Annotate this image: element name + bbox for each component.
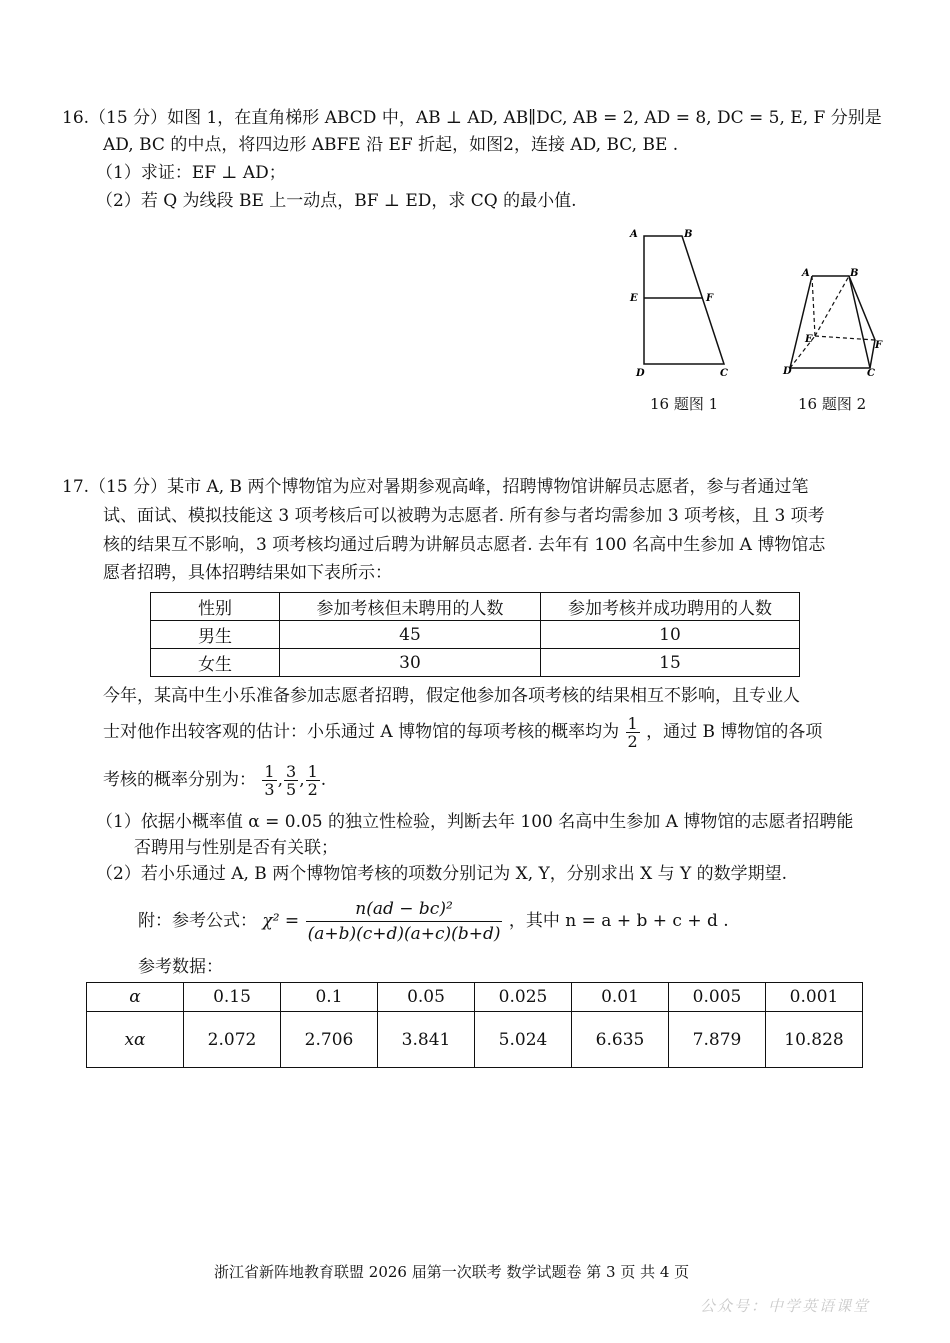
frac-den: 2 — [627, 732, 638, 751]
hidden-ef — [815, 336, 875, 340]
table-header: 参加考核但未聘用的人数 — [280, 593, 541, 621]
edge-bc — [849, 276, 870, 368]
fraction-prob-1 — [262, 763, 276, 798]
table-row — [151, 649, 800, 677]
frac-den: 3 — [264, 780, 275, 799]
alpha-label: α — [87, 983, 184, 1012]
x-alpha-cell: 7.879 — [669, 1012, 766, 1068]
label-c: C — [720, 368, 728, 379]
q17-para2 — [103, 712, 822, 752]
frac-num: 1 — [627, 714, 638, 733]
q17-sub2: （2）若小乐通过 A, B 两个博物馆考核的项数分别记为 X, Y，分别求出 X 与 Y 的数学期望. — [96, 864, 788, 884]
figure-1-caption: 16 题图 1 — [650, 395, 719, 413]
label-d2: D — [783, 366, 792, 377]
chi-square-ref-table — [86, 982, 863, 1068]
table-cell: 15 — [541, 649, 800, 677]
table-cell: 男生 — [151, 621, 280, 649]
formula-suffix: ，其中 n = a + b + c + d . — [508, 911, 729, 931]
q17-line3: 核的结果互不影响，3 项考核均通过后聘为讲解员志愿者. 去年有 100 名高中生参加 A 博物馆志 — [103, 535, 826, 555]
frac-num: 1 — [264, 762, 275, 781]
page-footer: 浙江省新阵地教育联盟 2026 届第一次联考 数学试题卷 第 3 页 共 4 页 — [214, 1263, 690, 1281]
formula-lhs: χ² = — [262, 911, 300, 931]
fraction-prob-2 — [284, 763, 298, 798]
q16-line2: AD, BC 的中点，将四边形 ABFE 沿 EF 折起，如图2，连接 AD, BC, BE . — [103, 135, 679, 155]
table-cell: 45 — [280, 621, 541, 649]
q17-line4: 愿者招聘，具体招聘结果如下表所示： — [103, 563, 392, 583]
figure-1-trapezoid — [622, 222, 742, 382]
alpha-cell: 0.01 — [572, 983, 669, 1012]
q17-para3-text: 考核的概率分别为： — [103, 770, 256, 790]
frac-num: 1 — [307, 762, 318, 781]
q17-line2: 试、面试、模拟技能这 3 项考核后可以被聘为志愿者. 所有参与者均需参加 3 项考核，且 3 项考 — [103, 506, 825, 526]
hidden-ae — [812, 276, 815, 336]
table-row — [151, 621, 800, 649]
table-header: 性别 — [151, 593, 280, 621]
label-f: F — [706, 293, 714, 304]
x-alpha-cell: 2.072 — [184, 1012, 281, 1068]
q17-para2a: 士对他作出较客观的估计：小乐通过 A 博物馆的每项考核的概率均为 — [103, 722, 620, 742]
table-cell: 30 — [280, 649, 541, 677]
fraction-prob-3 — [306, 763, 320, 798]
solid-edges — [790, 276, 875, 368]
q17-sub1a: （1）依据小概率值 α = 0.05 的独立性检验，判断去年 100 名高中生参加 A 博物馆的志愿者招聘能 — [96, 812, 854, 832]
fraction-half — [626, 715, 640, 750]
ref-data-label: 参考数据： — [138, 957, 223, 977]
hidden-be — [815, 276, 849, 336]
formula-fraction — [306, 897, 503, 946]
q17-para3 — [103, 760, 326, 800]
formula-denominator: (a+b)(c+d)(a+c)(b+d) — [307, 924, 501, 944]
alpha-cell: 0.15 — [184, 983, 281, 1012]
q17-line1: 17.（15 分）某市 A, B 两个博物馆为应对暑期参观高峰，招聘博物馆讲解员志愿者，参与者通过笔 — [62, 477, 809, 497]
x-alpha-cell: 6.635 — [572, 1012, 669, 1068]
label-a: A — [630, 229, 638, 240]
figure-2-caption: 16 题图 2 — [798, 395, 867, 413]
x-alpha-row — [87, 1012, 863, 1068]
label-e: E — [630, 293, 638, 304]
table-cell: 女生 — [151, 649, 280, 677]
comma: , — [277, 770, 283, 790]
alpha-cell: 0.005 — [669, 983, 766, 1012]
table-cell: 10 — [541, 621, 800, 649]
figure-2-folded — [775, 262, 895, 382]
x-alpha-cell: 2.706 — [281, 1012, 378, 1068]
formula-numerator: n(ad − bc)² — [306, 897, 503, 922]
frac-num: 3 — [286, 762, 297, 781]
period: . — [320, 770, 327, 790]
label-b2: B — [850, 268, 859, 279]
q17-para2b: ，通过 B 博物馆的各项 — [646, 722, 823, 742]
table-header: 参加考核并成功聘用的人数 — [541, 593, 800, 621]
formula-prefix: 附：参考公式： — [138, 911, 257, 931]
label-c2: C — [867, 368, 875, 379]
formula — [138, 895, 729, 947]
label-a2: A — [802, 268, 810, 279]
label-f2: F — [875, 340, 883, 351]
q16-line1: 16.（15 分）如图 1，在直角梯形 ABCD 中，AB ⊥ AD, AB∥DC, AB = 2, AD = 8, DC = 5, E, F 分别是 — [62, 108, 882, 128]
q16-sub2: （2）若 Q 为线段 BE 上一动点，BF ⊥ ED，求 CQ 的最小值. — [96, 191, 577, 211]
x-alpha-cell: 5.024 — [475, 1012, 572, 1068]
table-header-row — [151, 593, 800, 621]
alpha-cell: 0.001 — [766, 983, 863, 1012]
recruitment-table — [150, 592, 800, 677]
x-alpha-cell: 10.828 — [766, 1012, 863, 1068]
q17-sub1b: 否聘用与性别是否有关联； — [134, 838, 338, 858]
comma: , — [299, 770, 305, 790]
q17-para1: 今年，某高中生小乐准备参加志愿者招聘，假定他参加各项考核的结果相互不影响，且专业人 — [103, 686, 800, 706]
label-e2: E — [805, 334, 813, 345]
x-alpha-label: xα — [87, 1012, 184, 1068]
label-b: B — [684, 229, 693, 240]
label-d: D — [636, 368, 645, 379]
alpha-row — [87, 983, 863, 1012]
frac-den: 5 — [286, 780, 297, 799]
x-alpha-cell: 3.841 — [378, 1012, 475, 1068]
alpha-cell: 0.025 — [475, 983, 572, 1012]
frac-den: 2 — [307, 780, 318, 799]
q16-sub1: （1）求证：EF ⊥ AD； — [96, 163, 286, 183]
watermark: 公众号：中学英语课堂 — [700, 1297, 871, 1315]
alpha-cell: 0.1 — [281, 983, 378, 1012]
alpha-cell: 0.05 — [378, 983, 475, 1012]
